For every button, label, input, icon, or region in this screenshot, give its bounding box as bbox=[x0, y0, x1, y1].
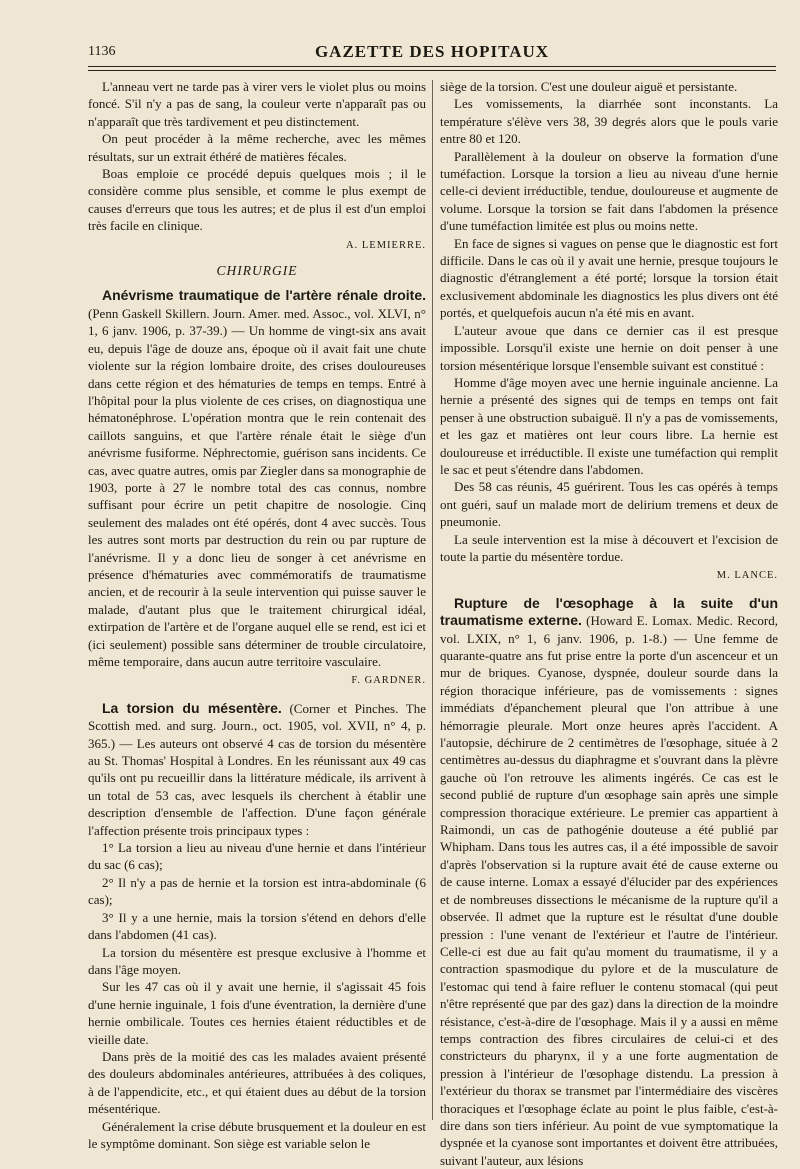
paragraph: Boas emploie ce procédé depuis quelques mois ; il le considère comme plus sensible, et comme le plus exempt de causes d'erreurs que tous les autres; et de plus il est d'un emploi très facile en clinique. bbox=[88, 166, 426, 234]
list-item: 2° Il n'y a pas de hernie et la torsion est intra-abdominale (6 cas); bbox=[88, 874, 426, 908]
article-title: Anévrisme traumatique de l'artère rénale droite. bbox=[102, 287, 426, 304]
paragraph: Homme d'âge moyen avec une hernie inguinale ancienne. La hernie a présenté des signes qui de temps en temps ont fait penser à une obstruction subaiguë. Il n'y a pas de vomissements, et les gaz et matières ont leur cours libre. La hernie est douloureuse et irréductible. Il existe une tuméfaction qui remplit le sac et peut s'étendre dans l'abdomen. bbox=[440, 374, 778, 477]
article-title: La torsion du mésentère. bbox=[102, 699, 282, 716]
article-paragraph bbox=[440, 595, 778, 1169]
right-column bbox=[440, 78, 778, 1169]
journal-title: GAZETTE DES HOPITAUX bbox=[314, 42, 550, 61]
paragraph: La torsion du mésentère est presque exclusive à l'homme et dans l'âge moyen. bbox=[88, 944, 426, 977]
article-body: Les auteurs ont observé 4 cas de torsion du mésentère au St. Thomas' Hospital à Londres. En les réunissant aux 49 cas qu'ils ont pu recueillir dans la littérature médicale, ils arrivent à un total de 53 cas, avec lesquels ils cherchent à établir une description d'ensemble de l'affection. D'une façon générale l'affection présente trois principaux types : bbox=[88, 735, 426, 838]
paragraph: siège de la torsion. C'est une douleur aiguë et persistante. bbox=[440, 79, 738, 94]
header-rule-thin bbox=[88, 70, 776, 71]
header-rule bbox=[88, 66, 776, 67]
article-paragraph bbox=[88, 287, 426, 670]
paragraph: L'auteur avoue que dans ce dernier cas il est presque impossible. Lorsqu'il existe une hernie on doit penser à une torsion mésentérique lorsque l'ensemble suivant est constitué : bbox=[440, 322, 778, 373]
article-reference: (Corner et Pinches. The Scottish med. and surg. Journ., oct. 1905, vol. XVII, n° 4, p. 365.) — bbox=[88, 700, 427, 751]
paragraph: Généralement la crise débute brusquement et la douleur en est le symptôme dominant. Son siège est variable selon le bbox=[88, 1118, 426, 1151]
article-body: Un homme de vingt-six ans avait eu, depuis l'âge de douze ans, époque où il avait fait une chute violente sur la région lombaire droite, des crises douloureuses dans cette région et des hématuries de temps en temps. Entré à l'hôpital pour la plus violente de ces crises, on diagnostiqua une hématonéphrose. L'opération montra que le rein contenait des caillots sanguins, et que l'artère rénale était le siège d'un anévrisme fusiforme. Néphrectomie, guérison sans incidents. Ce cas, avec quatre autres, omis par Ziegler dans sa monographie de 1903, porte à 27 le nombre total des cas connus, nombre suffisant pour écrire un petit chapitre de nosologie. Cinq seulement des malades ont été opérés, dont 4 avec succès. Tous les autres sont morts par destruction du rein ou par rupture de l'anévrisme. Il y a donc lieu de songer à cet anévrisme en présence d'hématuries avec commémoratifs de traumatisme ancien, et de recourir à la seule intervention qui puisse sauver le malade, d'autant plus que le traitement chirurgical idéal, extirpation de l'artère et de l'organe auquel elle se rend, est ici et (ici seulement) possible sans déterminer de trouble circulatoire, même temporaire, dans aucun autre territoire vasculaire. bbox=[88, 323, 427, 669]
article-title: Rupture de l'œsophage à la suite d'un traumatisme externe. bbox=[440, 594, 778, 629]
paragraph: Des 58 cas réunis, 45 guérirent. Tous les cas opérés à temps ont guéri, sauf un malade mort de delirium tremens et deux de pneumonie. bbox=[440, 479, 778, 530]
left-column bbox=[88, 78, 426, 1152]
author-signature: M. LANCE. bbox=[716, 570, 778, 582]
page-header bbox=[88, 40, 776, 66]
article-body: Une femme de quarante-quatre ans fut prise entre la porte d'un ascenceur et un mur de briques. Cyanose, dyspnée, douleur sourde dans la région thoracique inférieure, pas de vomissements : signes immédiats d'épanchement pleural que l'on attribue à une hémorragie pleurale. Mort onze heures après l'accident. A l'autopsie, déchirure de 2 centimètres de l'œsophage, située à 2 centimètres au-dessus du diaphragme et s'ouvrant dans la plèvre gauche où l'on retrouve les aliments ingérés. Ce cas est le second publié de rupture d'un œsophage sain après une simple compression thoracique extérieure. Le premier cas appartient à Raimondi, un cas de pathogénie douteuse a été publié par Whipham. Dans tous les autres cas, il a été impossible de savoir d'après l'observation si la rupture avait été de cause externe ou de cause interne. Lomax a essayé d'élucider par des expériences et de nombreuses dissections le mécanisme de la rupture qu'il a observée. Il admet que la rupture est le résultat d'une double pression : l'une venant de l'extérieur et l'autre de l'intérieur. Celle-ci est due au fait qu'au moment du traumatisme, il y a contraction spasmodique du pylore et de la musculature de l'estomac qui tend à faire refluer le contenu stomacal (qui peut n'être représenté que par des gaz) dans la direction de la moindre résistance, c'est-à-dire de l'œsophage. Mais il y a aussi en même temps contraction des fibres circulaires de celui-ci et des constricteurs du pharynx, il y a une forte augmentation de pression à l'intérieur de l'œsophage distendu. La pression à l'extérieur du thorax se transmet par l'intermédiaire des viscères thoraciques et l'œsophage éclate au point le plus faible, c'est-à-dire dans son tiers inférieur. Au point de vue symptomatique la dyspnée et la cyanose sont importantes et doivent être attribuées, suivant l'auteur, aux lésions bbox=[440, 630, 778, 1168]
paragraph: On peut procéder à la même recherche, avec les mêmes résultats, sur un extrait éthéré de matières fécales. bbox=[88, 131, 426, 164]
author-signature: A. LEMIERRE. bbox=[346, 239, 426, 251]
paragraph: Sur les 47 cas où il y avait une hernie, il s'agissait 45 fois d'une hernie inguinale, 1 fois d'une éventration, la dernière d'une hernie ombilicale. Toutes ces hernies étaient réductibles et de vieille date. bbox=[88, 979, 426, 1047]
list-item: 3° Il y a une hernie, mais la torsion s'étend en dehors d'elle dans l'abdomen (41 cas). bbox=[88, 909, 426, 943]
author-signature: F. GARDNER. bbox=[351, 675, 426, 687]
list-item: 1° La torsion a lieu au niveau d'une hernie et dans l'intérieur du sac (6 cas); bbox=[88, 840, 426, 873]
column-divider bbox=[432, 80, 433, 1120]
article-reference: (Penn Gaskell Skillern. Journ. Amer. med. Assoc., vol. XLVI, n° 1, 6 janv. 1906, p. 37-39.) — bbox=[88, 305, 426, 339]
paragraph: L'anneau vert ne tarde pas à virer vers le violet plus ou moins foncé. S'il n'y a pas de sang, la couleur verte n'apparaît pas ou n'apparaît que très tardivement et peu distinctement. bbox=[88, 79, 426, 129]
paragraph: La seule intervention est la mise à découvert et l'excision de toute la partie du mésentère tordue. bbox=[440, 531, 778, 564]
paragraph: Les vomissements, la diarrhée sont inconstants. La température s'élève vers 38, 39 degrés alors que le pouls varie entre 80 et 120. bbox=[440, 96, 778, 147]
paragraph: En face de signes si vagues on pense que le diagnostic est fort difficile. Dans le cas où il y avait une hernie, presque toujours le diagnostic d'étranglement a été porté; lorsque la torsion était exclusivement abdominale les diagnostics les plus divers ont été portés, et quelquefois aucun n'a été mis en avant. bbox=[440, 235, 778, 321]
section-heading: CHIRURGIE bbox=[216, 263, 298, 279]
paragraph: Dans près de la moitié des cas les malades avaient présenté des douleurs abdominales antérieures, attribuées à des coliques, à de l'appendicite, etc., et qui étaient dues au début de la torsion mésentérique. bbox=[88, 1048, 426, 1117]
paragraph: Parallèlement à la douleur on observe la formation d'une tuméfaction. Lorsque la torsion a lieu au niveau d'une hernie celle-ci devient irréductible, tendue, douloureuse et augmente de volume. Lorsque la torsion se fait dans l'abdomen la présence d'une tuméfaction limitée est plus ou moins nette. bbox=[440, 148, 778, 234]
article-reference: (Howard E. Lomax. Medic. Record, vol. LXIX, n° 1, 6 janv. 1906, p. 1-8.) — bbox=[440, 613, 778, 646]
article-paragraph bbox=[88, 700, 426, 839]
page-number: 1136 bbox=[88, 44, 116, 59]
